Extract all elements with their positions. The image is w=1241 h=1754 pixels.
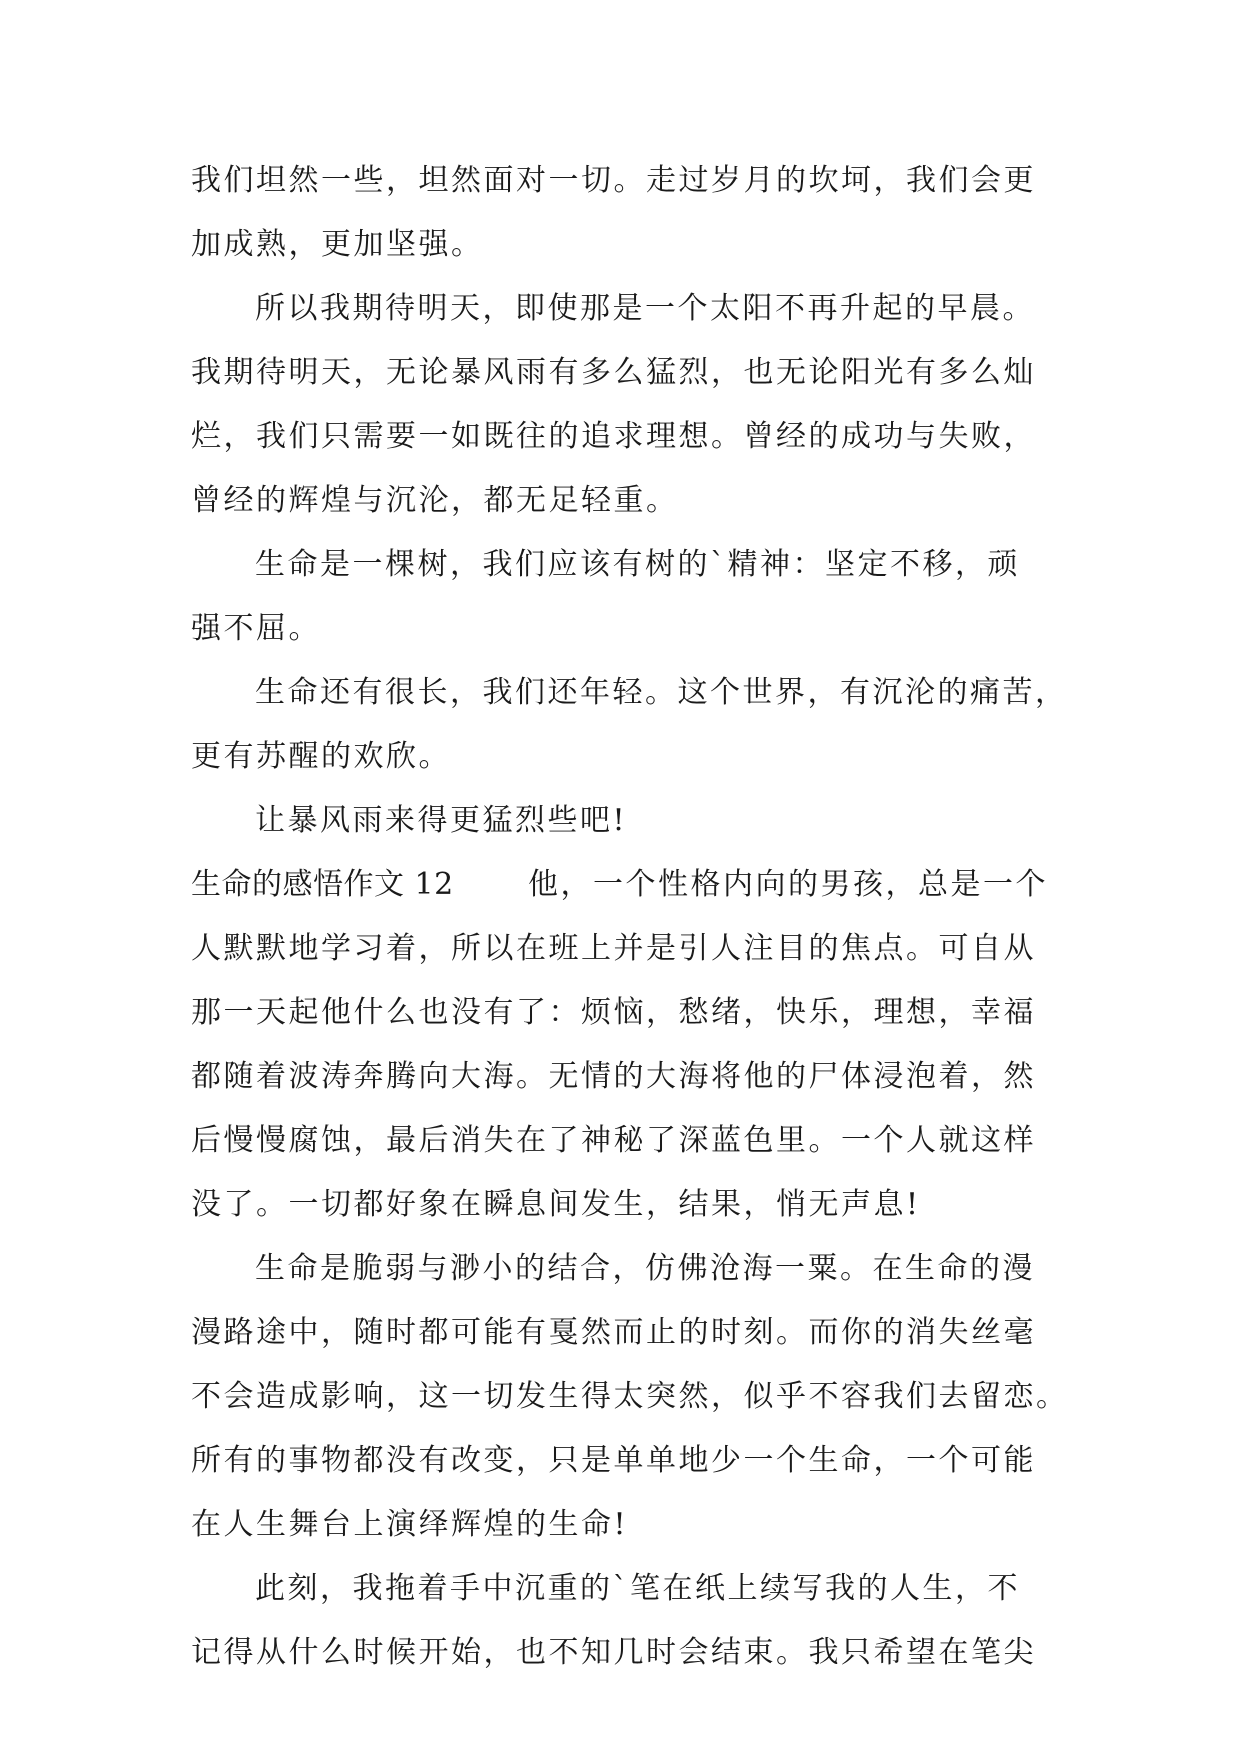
text-line: 都随着波涛奔腾向大海。无情的大海将他的尸体浸泡着，然	[191, 1059, 1036, 1094]
text-line: 曾经的辉煌与沉沦，都无足轻重。	[191, 483, 679, 518]
essay-heading: 生命的感悟作文 12	[191, 867, 454, 902]
text-line: 漫路途中，随时都可能有戛然而止的时刻。而你的消失丝毫	[191, 1315, 1036, 1350]
text-line: 没了。一切都好象在瞬息间发生，结果，悄无声息!	[191, 1187, 921, 1222]
paragraph-start: 他，一个性格内向的男孩，总是一个	[528, 867, 1048, 902]
paragraph-start: 生命还有很长，我们还年轻。这个世界，有沉沦的痛苦，	[255, 675, 1068, 710]
text-line: 后慢慢腐蚀，最后消失在了神秘了深蓝色里。一个人就这样	[191, 1123, 1036, 1158]
text-line: 烂，我们只需要一如既往的追求理想。曾经的成功与失败，	[191, 419, 1036, 454]
text-line: 不会造成影响，这一切发生得太突然，似乎不容我们去留恋。	[191, 1379, 1069, 1414]
paragraph-start: 生命是一棵树，我们应该有树的`精神：坚定不移，顽	[255, 547, 1020, 582]
text-line: 加成熟，更加坚强。	[191, 227, 484, 262]
paragraph-start: 所以我期待明天，即使那是一个太阳不再升起的早晨。	[255, 291, 1035, 326]
text-line: 那一天起他什么也没有了：烦恼，愁绪，快乐，理想，幸福	[191, 995, 1036, 1030]
text-line: 强不屈。	[191, 611, 321, 646]
paragraph-start: 此刻，我拖着手中沉重的`笔在纸上续写我的人生，不	[255, 1571, 1020, 1606]
text-line: 人默默地学习着，所以在班上并是引人注目的焦点。可自从	[191, 931, 1036, 966]
text-line: 我们坦然一些，坦然面对一切。走过岁月的坎坷，我们会更	[191, 163, 1036, 198]
text-line: 我期待明天，无论暴风雨有多么猛烈，也无论阳光有多么灿	[191, 355, 1036, 390]
text-line: 在人生舞台上演绎辉煌的生命!	[191, 1507, 629, 1542]
paragraph-start: 让暴风雨来得更猛烈些吧!	[255, 803, 628, 838]
text-line: 更有苏醒的欢欣。	[191, 739, 451, 774]
text-line: 记得从什么时候开始，也不知几时会结束。我只希望在笔尖	[191, 1635, 1036, 1670]
paragraph-start: 生命是脆弱与渺小的结合，仿佛沧海一粟。在生命的漫	[255, 1251, 1035, 1286]
text-line: 所有的事物都没有改变，只是单单地少一个生命，一个可能	[191, 1443, 1036, 1478]
